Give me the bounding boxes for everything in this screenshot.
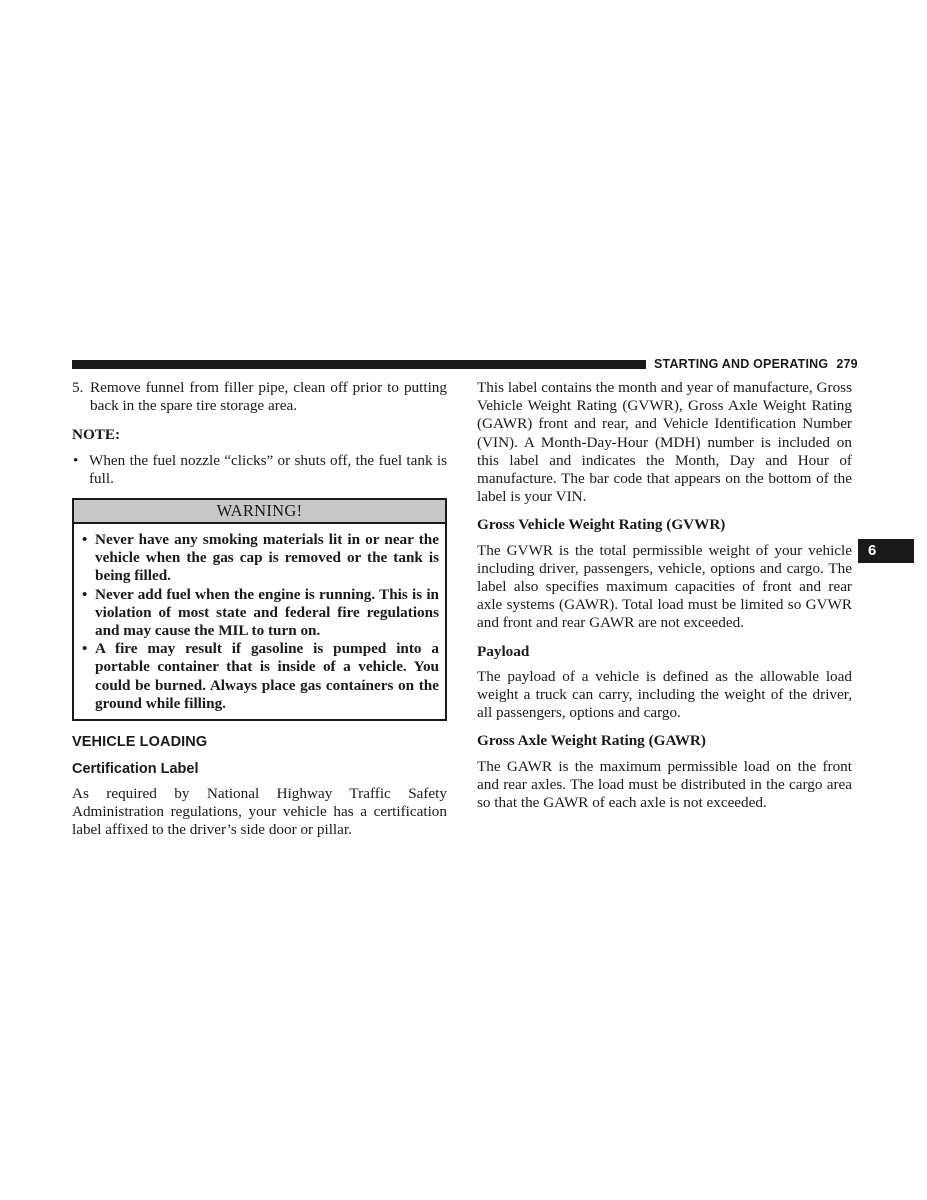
warning-item: [80, 531, 439, 586]
warning-text: Never add fuel when the engine is running. This is in violation of most state and federal fire regulations and may cause the MIL to turn on.: [95, 585, 439, 640]
warning-text: A fire may result if gasoline is pumped into a portable container that is inside of a vehicle. You could be burned. Always place gas containers on the ground while filling.: [95, 640, 439, 712]
payload-heading: Payload: [477, 642, 530, 660]
header-rule: [72, 360, 646, 369]
warning-box: [72, 498, 447, 721]
warning-text: Never have any smoking materials lit in or near the vehicle when the gas cap is removed or the tank is being filled.: [95, 531, 439, 585]
gawr-paragraph: The GAWR is the maximum permissible load on the front and rear axles. The load must be distributed in the cargo area so that the GAWR of each axle is not exceeded.: [477, 757, 852, 812]
bullet-icon: •: [82, 640, 88, 658]
subsection-title: Certification Label: [72, 761, 199, 778]
certification-text: As required by National Highway Traffic Safety Administration regulations, your vehicle has a certification label affixed to the driver’s side door or pillar.: [72, 785, 447, 839]
section-name: STARTING AND OPERATING: [654, 357, 829, 371]
gvwr-heading: Gross Vehicle Weight Rating (GVWR): [477, 516, 726, 534]
gvwr-paragraph: The GVWR is the total permissible weight of your vehicle including driver, passengers, vehicle, options and cargo. The label also specifies maximum capacities of front and rear axle systems (GAWR). Total load must be limited so GVWR and front and rear GAWR are not exceeded.: [477, 541, 852, 632]
note-text: When the fuel nozzle “clicks” or shuts off, the fuel tank is full.: [89, 451, 447, 487]
warning-item: [80, 586, 439, 641]
warning-item: [80, 640, 439, 713]
step-text: Remove funnel from filler pipe, clean off prior to putting back in the spare tire storage area.: [90, 379, 447, 415]
note-label: NOTE:: [72, 426, 121, 444]
section-title: VEHICLE LOADING: [72, 734, 208, 751]
bullet-icon: •: [73, 451, 79, 469]
bullet-icon: •: [82, 531, 88, 549]
page-number: 279: [836, 357, 858, 371]
warning-body: [74, 524, 445, 719]
gawr-heading: Gross Axle Weight Rating (GAWR): [477, 732, 706, 750]
step-item: [72, 379, 447, 415]
right-column: [477, 379, 852, 812]
left-column: [72, 379, 447, 840]
note-bullet: [72, 452, 447, 488]
payload-paragraph: The payload of a vehicle is defined as the allowable load weight a truck can carry, including the weight of the driver, all passengers, options and cargo.: [477, 667, 852, 722]
step-number: 5.: [72, 379, 84, 396]
intro-paragraph: This label contains the month and year of manufacture, Gross Vehicle Weight Rating (GVWR), Gross Axle Weight Rating (GAWR) front and rear, and Vehicle Identification Number (VIN). A Month-Day-Hour (MDH) number is included on this label and indicates the Month, Day and Hour of manufacture. The bar code that appears on the bottom of the label is your VIN.: [477, 379, 852, 506]
bullet-icon: •: [82, 585, 88, 603]
warning-title: WARNING!: [74, 500, 445, 524]
chapter-tab: 6: [858, 539, 914, 563]
running-header: [654, 357, 858, 371]
